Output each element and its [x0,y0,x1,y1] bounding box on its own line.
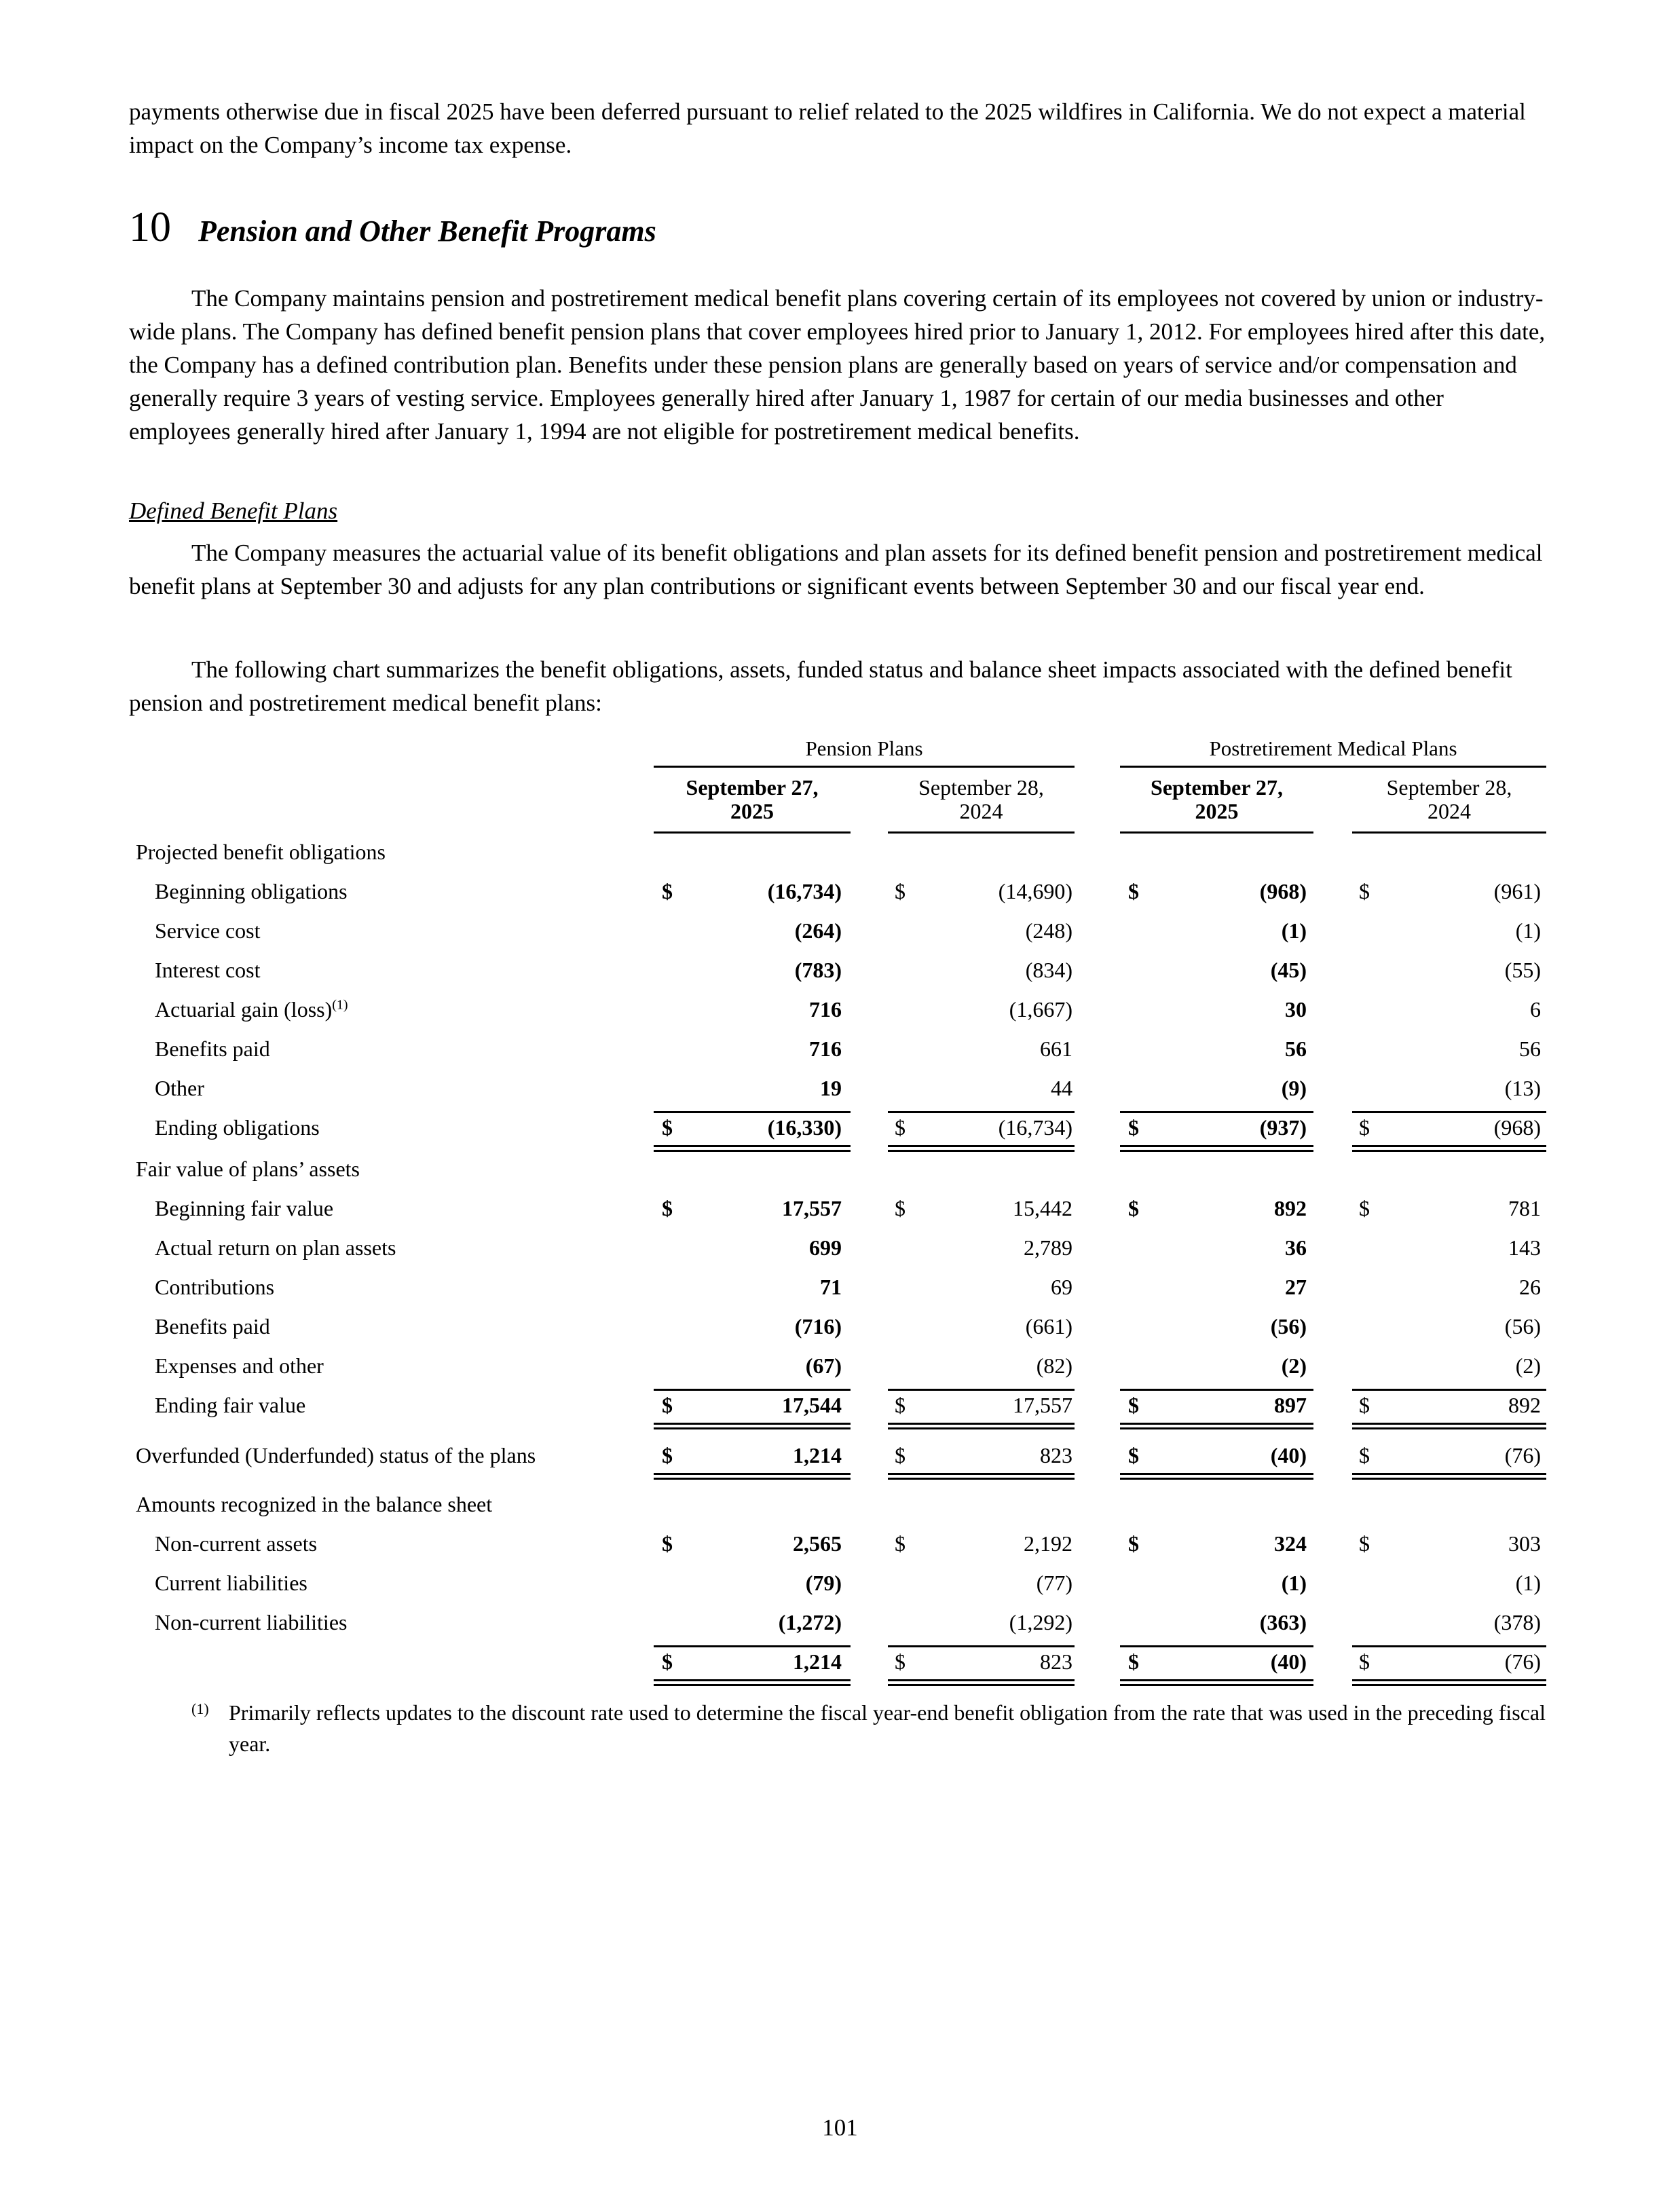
total-double-rule [888,1679,1075,1686]
col-header-4-line2: 2024 [1427,799,1471,823]
row-label: Benefits paid [155,1036,270,1061]
currency-symbol: $ [1128,1531,1139,1556]
intro-text: payments otherwise due in fiscal 2025 have been deferred pursuant to relief related to the 2025 wildfires in California. We do not expect a material impact on the Company’s income tax expense. [129,98,1526,158]
row-label: Current liabilities [155,1571,307,1595]
table-cell: (13) [1504,1076,1541,1100]
table-cell: (968) [1259,879,1307,903]
table-cell: (1) [1281,1571,1307,1595]
col-header-rule-1 [654,831,851,834]
col-header-4 [1352,776,1546,823]
total-double-rule [1352,1145,1546,1152]
col-header-2 [888,776,1075,823]
total-double-rule [654,1423,851,1429]
row-label: Other [155,1076,204,1100]
total-double-rule [654,1145,851,1152]
table-cell: 17,557 [1013,1393,1072,1417]
footnote-text: Primarily reflects updates to the discount rate used to determine the fiscal year-end benefit obligation from the rate that was used in the preceding fiscal year. [229,1700,1546,1756]
table-cell: (661) [1025,1314,1072,1339]
col-header-2-line2: 2024 [959,799,1003,823]
total-double-rule [1120,1423,1313,1429]
table-cell: (56) [1504,1314,1541,1339]
table-cell: 897 [1274,1393,1307,1417]
para3-text: The following chart summarizes the benefit obligations, assets, funded status and balance sheet impacts associated with the defined benefit pension and postretirement medical benefit plans: [129,656,1512,716]
row-label: Actual return on plan assets [155,1235,396,1260]
table-cell: (834) [1025,958,1072,982]
currency-symbol: $ [1128,1443,1139,1467]
currency-symbol: $ [1128,879,1139,903]
currency-symbol: $ [895,1531,906,1556]
currency-symbol: $ [895,1115,906,1140]
row-label: Ending obligations [155,1115,320,1140]
subtotal-rule [654,1111,851,1113]
currency-symbol: $ [662,1196,673,1220]
table-cell: 661 [1040,1036,1072,1061]
subtotal-rule [654,1645,851,1647]
table-cell: (378) [1493,1610,1541,1634]
total-double-rule [654,1473,851,1480]
table-cell: (40) [1270,1443,1307,1467]
currency-symbol: $ [895,1443,906,1467]
col-header-1-line1: September 27, [686,775,819,800]
total-double-rule [888,1423,1075,1429]
para2-text: The Company measures the actuarial value of its benefit obligations and plan assets for its defined benefit pension and postretirement medical benefit plans at September 30 and adjusts for any plan contributions or significant events between September 30 and our fiscal year end. [129,540,1543,599]
table-cell: (79) [805,1571,842,1595]
table-cell: (968) [1493,1115,1541,1140]
table-cell: 823 [1040,1649,1072,1674]
table-cell: (9) [1281,1076,1307,1100]
table-cell: (2) [1515,1353,1541,1378]
row-label: Beginning obligations [155,879,348,903]
col-header-rule-2 [888,831,1075,834]
currency-symbol: $ [662,879,673,903]
currency-symbol: $ [895,1649,906,1674]
col-header-3-line2: 2025 [1195,799,1239,823]
group-rule-medical [1120,766,1546,768]
row-label: Expenses and other [155,1353,324,1378]
section-para-text: The Company maintains pension and postretirement medical benefit plans covering certain of its employees not covered by union or industry-wide plans. The Company has defined benefit pension plans that cover employees hired prior to January 1, 2012. For employees hired after this date, the Company has a defined contribution plan. Benefits under these pension plans are generally based on years of service and/or compensation and generally require 3 years of vesting service. Employees generally hired after January 1, 1987 for certain of our media businesses and other employees generally hired after January 1, 1994 are not eligible for postretirement medical benefits. [129,285,1546,445]
currency-symbol: $ [1128,1393,1139,1417]
paragraph-2 [129,536,1548,603]
table-cell: (1) [1515,918,1541,943]
subtotal-rule [888,1645,1075,1647]
table-cell: (76) [1504,1443,1541,1467]
currency-symbol: $ [1359,1393,1370,1417]
total-double-rule [888,1145,1075,1152]
row-label: Actuarial gain (loss)$^{(1)}$ [155,997,348,1022]
subtotal-rule [888,1111,1075,1113]
col-header-3-line1: September 27, [1151,775,1283,800]
currency-symbol: $ [1359,1649,1370,1674]
table-cell: 56 [1285,1036,1307,1061]
section-title: Pension and Other Benefit Programs [198,214,656,248]
table-cell: 143 [1508,1235,1541,1260]
table-cell: 892 [1508,1393,1541,1417]
total-double-rule [1120,1679,1313,1686]
page-number: 101 [822,2114,858,2141]
table-cell: (264) [794,918,842,943]
table-cell: (783) [794,958,842,982]
total-double-rule [1352,1423,1546,1429]
section-number: 10 [129,204,171,250]
table-cell: (16,734) [767,879,842,903]
table-cell: (1,667) [1009,997,1072,1022]
subtotal-rule [654,1389,851,1391]
currency-symbol: $ [662,1649,673,1674]
row-label: Non-current liabilities [155,1610,348,1634]
table-cell: (1,292) [1009,1610,1072,1634]
table-cell: (2) [1281,1353,1307,1378]
section-heading [129,204,656,252]
table-cell: 44 [1051,1076,1072,1100]
table-cell: 17,544 [782,1393,842,1417]
table-cell: 26 [1519,1275,1541,1299]
intro-paragraph [129,95,1548,162]
table-cell: (45) [1270,958,1307,982]
table-cell: (56) [1270,1314,1307,1339]
table-cell: 17,557 [782,1196,842,1220]
group-header-medical: Postretirement Medical Plans [1209,736,1457,760]
table-cell: (82) [1036,1353,1072,1378]
currency-symbol: $ [1128,1196,1139,1220]
section-paragraph [129,282,1548,448]
table-cell: 27 [1285,1275,1307,1299]
table-cell: 15,442 [1013,1196,1072,1220]
row-label: Overfunded (Underfunded) status of the plans [136,1443,536,1467]
table-cell: (363) [1259,1610,1307,1634]
subtotal-rule [1120,1389,1313,1391]
subtotal-rule [1120,1645,1313,1647]
row-label: Interest cost [155,958,261,982]
currency-symbol: $ [1359,1531,1370,1556]
footnote-mark: (1) [191,1700,209,1717]
table-cell: (1) [1515,1571,1541,1595]
section-label-pbo: Projected benefit obligations [136,840,386,864]
table-cell: 716 [809,997,842,1022]
table-cell: 716 [809,1036,842,1061]
currency-symbol: $ [1359,879,1370,903]
paragraph-3 [129,653,1548,719]
table-cell: (16,330) [767,1115,842,1140]
col-header-1-line2: 2025 [730,799,774,823]
table-cell: (716) [794,1314,842,1339]
currency-symbol: $ [1359,1443,1370,1467]
total-double-rule [654,1679,851,1686]
row-label: Ending fair value [155,1393,306,1417]
table-cell: (67) [805,1353,842,1378]
table-cell: 19 [820,1076,842,1100]
table-cell: 781 [1508,1196,1541,1220]
subtotal-rule [1120,1111,1313,1113]
subtotal-rule [1352,1111,1546,1113]
total-double-rule [888,1473,1075,1480]
row-label: Non-current assets [155,1531,318,1556]
total-double-rule [1352,1679,1546,1686]
col-header-rule-3 [1120,831,1313,834]
total-double-rule [1120,1145,1313,1152]
table-cell: (55) [1504,958,1541,982]
subtotal-rule [1352,1645,1546,1647]
subtotal-rule [1352,1389,1546,1391]
table-cell: (77) [1036,1571,1072,1595]
table-cell: (1,272) [778,1610,842,1634]
table-cell: 324 [1274,1531,1307,1556]
table-cell: 1,214 [793,1443,842,1467]
table-cell: (937) [1259,1115,1307,1140]
currency-symbol: $ [662,1115,673,1140]
currency-symbol: $ [1128,1115,1139,1140]
table-cell: 36 [1285,1235,1307,1260]
table-cell: (961) [1493,879,1541,903]
currency-symbol: $ [1359,1115,1370,1140]
row-label: Service cost [155,918,261,943]
currency-symbol: $ [895,879,906,903]
table-cell: 69 [1051,1275,1072,1299]
total-double-rule [1120,1473,1313,1480]
currency-symbol: $ [895,1196,906,1220]
row-label: Benefits paid [155,1314,270,1339]
table-cell: 56 [1519,1036,1541,1061]
table-cell: 6 [1530,997,1541,1022]
table-cell: 303 [1508,1531,1541,1556]
currency-symbol: $ [895,1393,906,1417]
col-header-3 [1120,776,1313,823]
table-cell: 699 [809,1235,842,1260]
table-cell: 1,214 [793,1649,842,1674]
table-cell: 892 [1274,1196,1307,1220]
subtotal-rule [888,1389,1075,1391]
col-header-rule-4 [1352,831,1546,834]
table-cell: 2,192 [1024,1531,1072,1556]
table-cell: 823 [1040,1443,1072,1467]
row-label: Beginning fair value [155,1196,334,1220]
table-cell: (14,690) [998,879,1072,903]
currency-symbol: $ [1128,1649,1139,1674]
table-cell: (76) [1504,1649,1541,1674]
currency-symbol: $ [1359,1196,1370,1220]
table-cell: 2,565 [793,1531,842,1556]
table-cell: 71 [820,1275,842,1299]
table-cell: 30 [1285,997,1307,1022]
table-cell: (40) [1270,1649,1307,1674]
section-label-bs: Amounts recognized in the balance sheet [136,1492,493,1516]
currency-symbol: $ [662,1531,673,1556]
subheading-defined-benefit-plans: Defined Benefit Plans [129,498,338,524]
table-cell: 2,789 [1024,1235,1072,1260]
footnote-ref: (1) [332,997,348,1013]
row-label: Contributions [155,1275,275,1299]
currency-symbol: $ [662,1393,673,1417]
col-header-2-line1: September 28, [918,775,1044,800]
section-label-fv: Fair value of plans’ assets [136,1157,360,1181]
table-cell: (248) [1025,918,1072,943]
table-cell: (16,734) [998,1115,1072,1140]
group-header-pension: Pension Plans [805,736,923,760]
col-header-4-line1: September 28, [1386,775,1512,800]
col-header-1 [654,776,851,823]
currency-symbol: $ [662,1443,673,1467]
table-cell: (1) [1281,918,1307,943]
total-double-rule [1352,1473,1546,1480]
group-rule-pension [654,766,1075,768]
